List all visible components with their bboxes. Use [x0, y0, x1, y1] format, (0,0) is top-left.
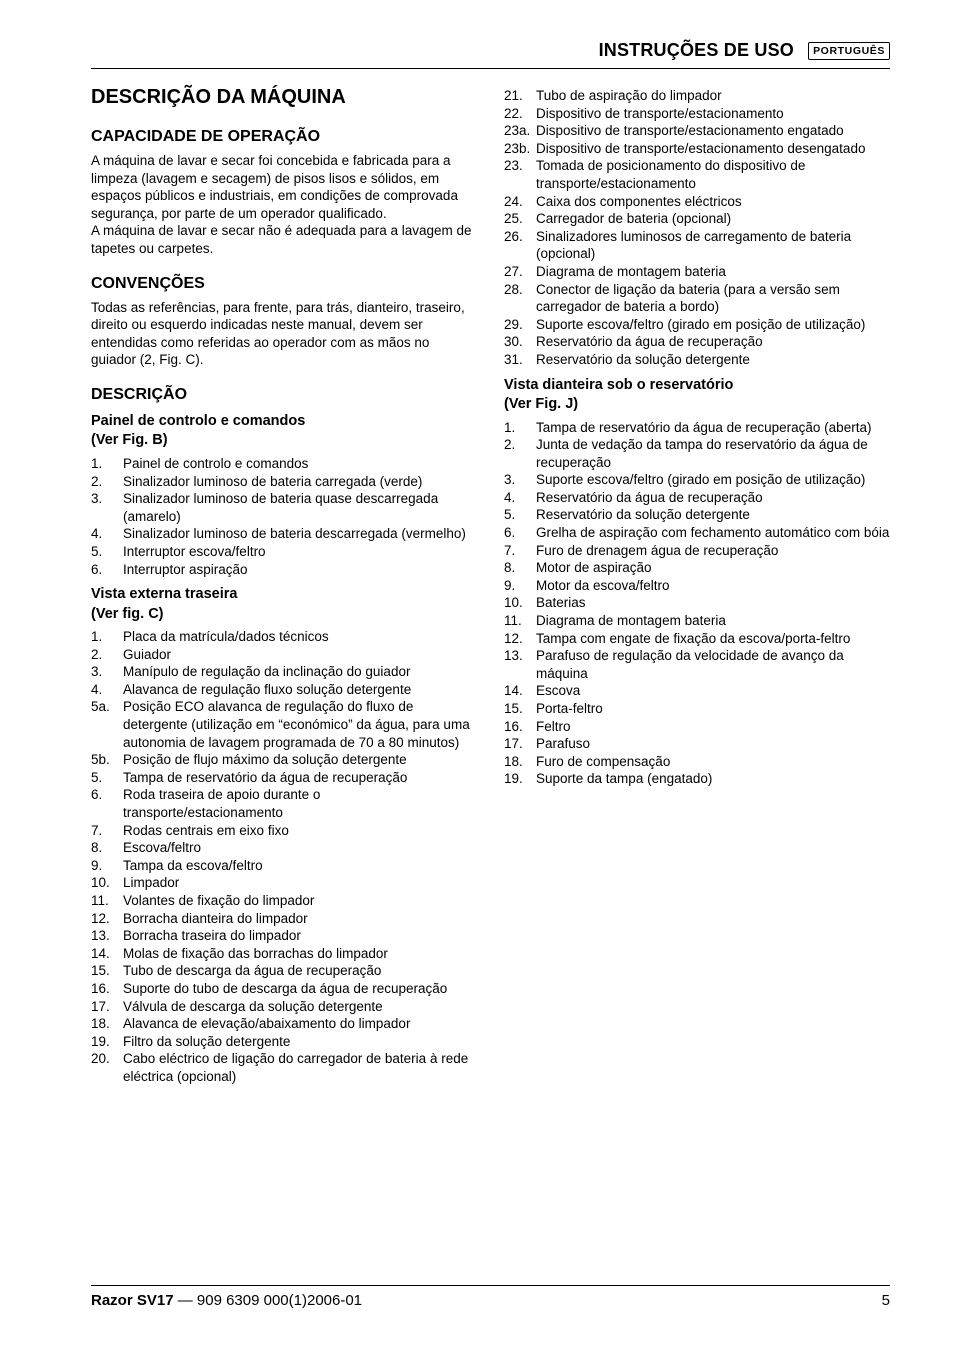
list-item-text: Conector de ligação da bateria (para a versão sem carregador de bateria a bordo) — [536, 281, 840, 315]
list-item-number: 3. — [91, 664, 103, 680]
list-item — [91, 857, 477, 875]
list-item — [504, 489, 896, 507]
list-item-number: 4. — [91, 526, 103, 542]
list-item — [91, 839, 477, 857]
language-badge: PORTUGUÊS — [808, 42, 890, 60]
right-column — [504, 87, 896, 793]
list-item — [91, 786, 477, 821]
list-item-number: 5b. — [91, 752, 110, 768]
list-item-text: Molas de fixação das borrachas do limpador — [123, 945, 388, 961]
list-item — [91, 543, 477, 561]
list-item-number: 19. — [91, 1033, 110, 1049]
list-item-number: 5. — [504, 507, 516, 523]
list-item-number: 23a. — [504, 123, 531, 139]
list-item — [504, 351, 896, 369]
list-item-text: Borracha traseira do limpador — [123, 928, 301, 944]
list-item-text: Posição de flujo máximo da solução detergente — [123, 752, 407, 768]
list-item-number: 10. — [91, 875, 110, 891]
list-item — [91, 822, 477, 840]
list-item-text: Sinalizador luminoso de bateria quase descarregada (amarelo) — [123, 491, 439, 524]
list-item-number: 1. — [91, 629, 103, 645]
list-item-text: Parafuso — [536, 736, 591, 752]
list-item-text: Tubo de aspiração do limpador — [536, 88, 722, 103]
list-item-text: Placa da matrícula/dados técnicos — [123, 629, 329, 645]
list-item-text: Parafuso de regulação da velocidade de avanço da máquina — [536, 648, 844, 681]
list-item — [504, 122, 896, 140]
list-item — [504, 140, 896, 158]
footer-doc-number: — 909 6309 000(1)2006-01 — [173, 1292, 363, 1309]
list-item — [504, 612, 896, 630]
list-item-text: Guiador — [123, 646, 172, 662]
list-item-text: Volantes de fixação do limpador — [123, 893, 315, 908]
list-item-text: Posição ECO alavanca de regulação do fluxo de detergente (utilização em “económico” da água, para uma autonomia de lavagem programada de 70 a 80 minutos) — [123, 699, 470, 750]
list-item-number: 23b. — [504, 140, 531, 156]
list-item — [504, 157, 896, 192]
list-item-text: Furo de compensação — [536, 753, 671, 769]
list-item-text: Diagrama de montagem bateria — [536, 613, 726, 629]
list-item-text: Alavanca de elevação/abaixamento do limpador — [123, 1016, 411, 1032]
list-item-text: Suporte da tampa (engatado) — [536, 771, 713, 787]
list-item-text: Feltro — [536, 718, 571, 734]
list-item-number: 20. — [91, 1051, 110, 1067]
page-header — [91, 38, 890, 69]
list-item-number: 3. — [504, 472, 516, 488]
list-item — [504, 594, 896, 612]
list-item — [504, 316, 896, 334]
conventions-paragraph: Todas as referências, para frente, para trás, dianteiro, traseiro, direito ou esquerdo indicadas neste manual, devem ser entendidas como referidas ao operador com as mãos no guiador (2, Fig. C). — [91, 299, 465, 368]
list-item-number: 5. — [91, 543, 103, 559]
list-item — [504, 333, 896, 351]
list-item-text: Filtro da solução detergente — [123, 1033, 291, 1049]
list-item-number: 12. — [91, 910, 110, 926]
list-item-text: Alavanca de regulação fluxo solução detergente — [123, 681, 412, 697]
capacity-paragraph-1: A máquina de lavar e secar foi concebida e fabricada para a limpeza (lavagem e secagem) de pisos lisos e sólidos, em espaços públicos e industriais, em condições de comprovada segurança, por parte de um operador qualificado. — [91, 153, 458, 221]
list-item-number: 7. — [504, 542, 516, 558]
list-item — [91, 927, 477, 945]
list-item-number: 12. — [504, 630, 523, 646]
list-item-number: 9. — [504, 577, 516, 593]
list-item-number: 2. — [91, 473, 103, 489]
list-item-number: 8. — [91, 840, 103, 856]
list-item — [504, 263, 896, 281]
list-item — [91, 769, 477, 787]
list-item — [91, 698, 477, 751]
list-item — [504, 87, 896, 105]
list-item-text: Cabo eléctrico de ligação do carregador de bateria à rede eléctrica (opcional) — [123, 1051, 469, 1084]
list-item-number: 26. — [504, 228, 523, 244]
list-item-number: 23. — [504, 158, 523, 174]
list-item-text: Escova — [536, 683, 581, 699]
list-item — [504, 524, 896, 542]
list-item — [91, 980, 477, 998]
capacity-paragraph-2: A máquina de lavar e secar não é adequada para a lavagem de tapetes ou carpetes. — [91, 223, 472, 256]
list-item-number: 21. — [504, 88, 523, 103]
footer-model: Razor SV17 — [91, 1292, 174, 1309]
list-item-number: 13. — [91, 928, 110, 944]
list-item-number: 16. — [91, 980, 110, 996]
list-item-number: 5. — [91, 769, 103, 785]
list-item-number: 4. — [504, 489, 516, 505]
list-item — [504, 718, 896, 736]
list-item — [504, 210, 896, 228]
list-item-text: Tampa com engate de fixação da escova/porta-feltro — [536, 630, 851, 646]
list-item-text: Manípulo de regulação da inclinação do guiador — [123, 664, 411, 680]
list-item-text: Tampa de reservatório da água de recuperação — [123, 769, 408, 785]
list-item-text: Junta de vedação da tampa do reservatório da água de recuperação — [536, 437, 868, 470]
list-item-text: Rodas centrais em eixo fixo — [123, 822, 289, 838]
conventions-text — [91, 299, 477, 369]
list-item-text: Limpador — [123, 875, 180, 891]
subsection-title-front: Vista dianteira sob o reservatório (Ver Fig. J) — [504, 376, 734, 412]
list-item-number: 27. — [504, 263, 523, 279]
list-item-text: Tampa da escova/feltro — [123, 857, 263, 873]
list-item-number: 14. — [91, 945, 110, 961]
list-item-text: Reservatório da solução detergente — [536, 351, 750, 367]
subsection-title-panel: Painel de controlo e comandos (Ver Fig. B) — [91, 412, 306, 449]
list-item-number: 16. — [504, 718, 523, 734]
page-title: DESCRIÇÃO DA MÁQUINA — [91, 86, 346, 108]
list-item — [91, 751, 477, 769]
capacity-text — [91, 152, 477, 258]
list-item — [504, 471, 896, 489]
list-item-number: 28. — [504, 281, 523, 297]
rear-view-list — [91, 628, 477, 1085]
list-item — [504, 506, 896, 524]
list-item — [504, 682, 896, 700]
list-item-text: Dispositivo de transporte/estacionamento — [536, 105, 784, 121]
list-item-text: Sinalizador luminoso de bateria carregada (verde) — [123, 473, 423, 489]
list-item-number: 15. — [504, 701, 523, 716]
list-item-text: Borracha dianteira do limpador — [123, 910, 308, 926]
list-item — [504, 559, 896, 577]
list-item-number: 17. — [504, 736, 523, 752]
list-item-number: 6. — [91, 787, 103, 803]
list-item — [91, 525, 477, 543]
list-item-text: Motor de aspiração — [536, 560, 652, 576]
list-item-text: Caixa dos componentes eléctricos — [536, 193, 742, 209]
list-item — [504, 193, 896, 211]
list-item-text: Tubo de descarga da água de recuperação — [123, 963, 382, 979]
list-item-number: 10. — [504, 595, 523, 611]
list-item-number: 24. — [504, 193, 523, 209]
section-title-conventions: CONVENÇÕES — [91, 274, 205, 292]
list-item-text: Furo de drenagem água de recuperação — [536, 542, 779, 558]
list-item-text: Diagrama de montagem bateria — [536, 263, 726, 279]
list-item-number: 19. — [504, 771, 523, 787]
list-item-number: 29. — [504, 316, 523, 332]
list-item — [504, 770, 896, 788]
list-item-number: 15. — [91, 963, 110, 979]
list-item-text: Baterias — [536, 595, 586, 611]
list-item-text: Sinalizador luminoso de bateria descarregada (vermelho) — [123, 526, 466, 542]
list-item-text: Escova/feltro — [123, 840, 202, 856]
list-item — [91, 962, 477, 980]
list-item — [91, 1033, 477, 1051]
list-item-number: 1. — [504, 419, 516, 435]
list-item-text: Motor da escova/feltro — [536, 577, 670, 593]
list-item-text: Reservatório da água de recuperação — [536, 334, 763, 350]
list-item-text: Grelha de aspiração com fechamento automático com bóia — [536, 525, 890, 541]
section-title-capacity: CAPACIDADE DE OPERAÇÃO — [91, 128, 321, 145]
subsection-title-rear: Vista externa traseira (Ver fig. C) — [91, 586, 238, 622]
list-item — [504, 753, 896, 771]
list-item-text: Reservatório da solução detergente — [536, 507, 750, 523]
list-item — [91, 998, 477, 1016]
list-item — [91, 681, 477, 699]
list-item — [504, 281, 896, 316]
list-item — [91, 663, 477, 681]
list-item — [91, 628, 477, 646]
list-item-number: 2. — [91, 646, 103, 662]
list-item-text: Sinalizadores luminosos de carregamento de bateria (opcional) — [536, 228, 852, 262]
list-item-number: 13. — [504, 648, 523, 664]
list-item — [91, 455, 477, 473]
panel-list — [91, 455, 477, 578]
list-item-number: 22. — [504, 105, 523, 121]
list-item — [91, 561, 477, 579]
list-item-number: 3. — [91, 491, 103, 507]
list-item-number: 2. — [504, 437, 516, 453]
list-item-number: 14. — [504, 683, 523, 699]
list-item — [504, 105, 896, 123]
list-item-number: 11. — [91, 893, 109, 908]
list-item — [504, 419, 896, 437]
list-item-number: 18. — [91, 1016, 110, 1032]
list-item-text: Tomada de posicionamento do dispositivo de transporte/estacionamento — [536, 158, 806, 191]
list-item — [504, 436, 896, 471]
list-item-text: Suporte escova/feltro (girado em posição de utilização) — [536, 472, 866, 488]
list-item-text: Painel de controlo e comandos — [123, 455, 309, 471]
list-item — [91, 1050, 477, 1085]
list-item-text: Válvula de descarga da solução detergente — [123, 998, 383, 1014]
list-item-number: 11. — [504, 613, 522, 629]
list-item — [91, 646, 477, 664]
list-item — [91, 473, 477, 491]
list-item-text: Tampa de reservatório da água de recuperação (aberta) — [536, 419, 872, 435]
list-item-number: 18. — [504, 753, 523, 769]
list-item-text: Carregador de bateria (opcional) — [536, 211, 732, 227]
page-footer — [91, 1285, 890, 1316]
rear-view-list-continued — [504, 87, 896, 369]
list-item — [504, 577, 896, 595]
list-item-text: Roda traseira de apoio durante o transporte/estacionamento — [123, 787, 321, 821]
list-item — [91, 490, 477, 525]
list-item-text: Interruptor escova/feltro — [123, 543, 266, 559]
list-item — [504, 228, 896, 263]
list-item — [91, 1015, 477, 1033]
list-item-text: Reservatório da água de recuperação — [536, 489, 763, 505]
list-item — [504, 542, 896, 560]
list-item-text: Suporte escova/feltro (girado em posição de utilização) — [536, 316, 866, 332]
left-column — [91, 84, 477, 1091]
list-item-number: 5a. — [91, 699, 110, 715]
list-item-number: 25. — [504, 211, 523, 227]
list-item-number: 6. — [91, 561, 103, 577]
list-item-text: Suporte do tubo de descarga da água de recuperação — [123, 980, 448, 996]
list-item-number: 4. — [91, 681, 103, 697]
page-number: 5 — [881, 1292, 890, 1309]
list-item-text: Dispositivo de transporte/estacionamento engatado — [536, 123, 844, 139]
footer-doc-info — [91, 1292, 362, 1309]
list-item — [91, 945, 477, 963]
list-item — [504, 700, 896, 718]
list-item-number: 1. — [91, 455, 103, 471]
section-title-description: DESCRIÇÃO — [91, 385, 188, 403]
list-item-number: 30. — [504, 334, 523, 350]
list-item — [91, 874, 477, 892]
list-item-number: 6. — [504, 525, 516, 541]
list-item — [91, 892, 477, 910]
list-item-number: 9. — [91, 857, 103, 873]
list-item — [91, 910, 477, 928]
list-item-number: 17. — [91, 998, 110, 1014]
front-view-list — [504, 419, 896, 788]
list-item-number: 8. — [504, 560, 516, 576]
header-title: INSTRUÇÕES DE USO — [598, 40, 794, 60]
list-item-text: Interruptor aspiração — [123, 561, 248, 577]
list-item — [504, 630, 896, 648]
list-item — [504, 735, 896, 753]
list-item-number: 31. — [504, 351, 523, 367]
list-item — [504, 647, 896, 682]
list-item-text: Porta-feltro — [536, 701, 603, 716]
list-item-number: 7. — [91, 822, 103, 838]
list-item-text: Dispositivo de transporte/estacionamento desengatado — [536, 140, 866, 156]
